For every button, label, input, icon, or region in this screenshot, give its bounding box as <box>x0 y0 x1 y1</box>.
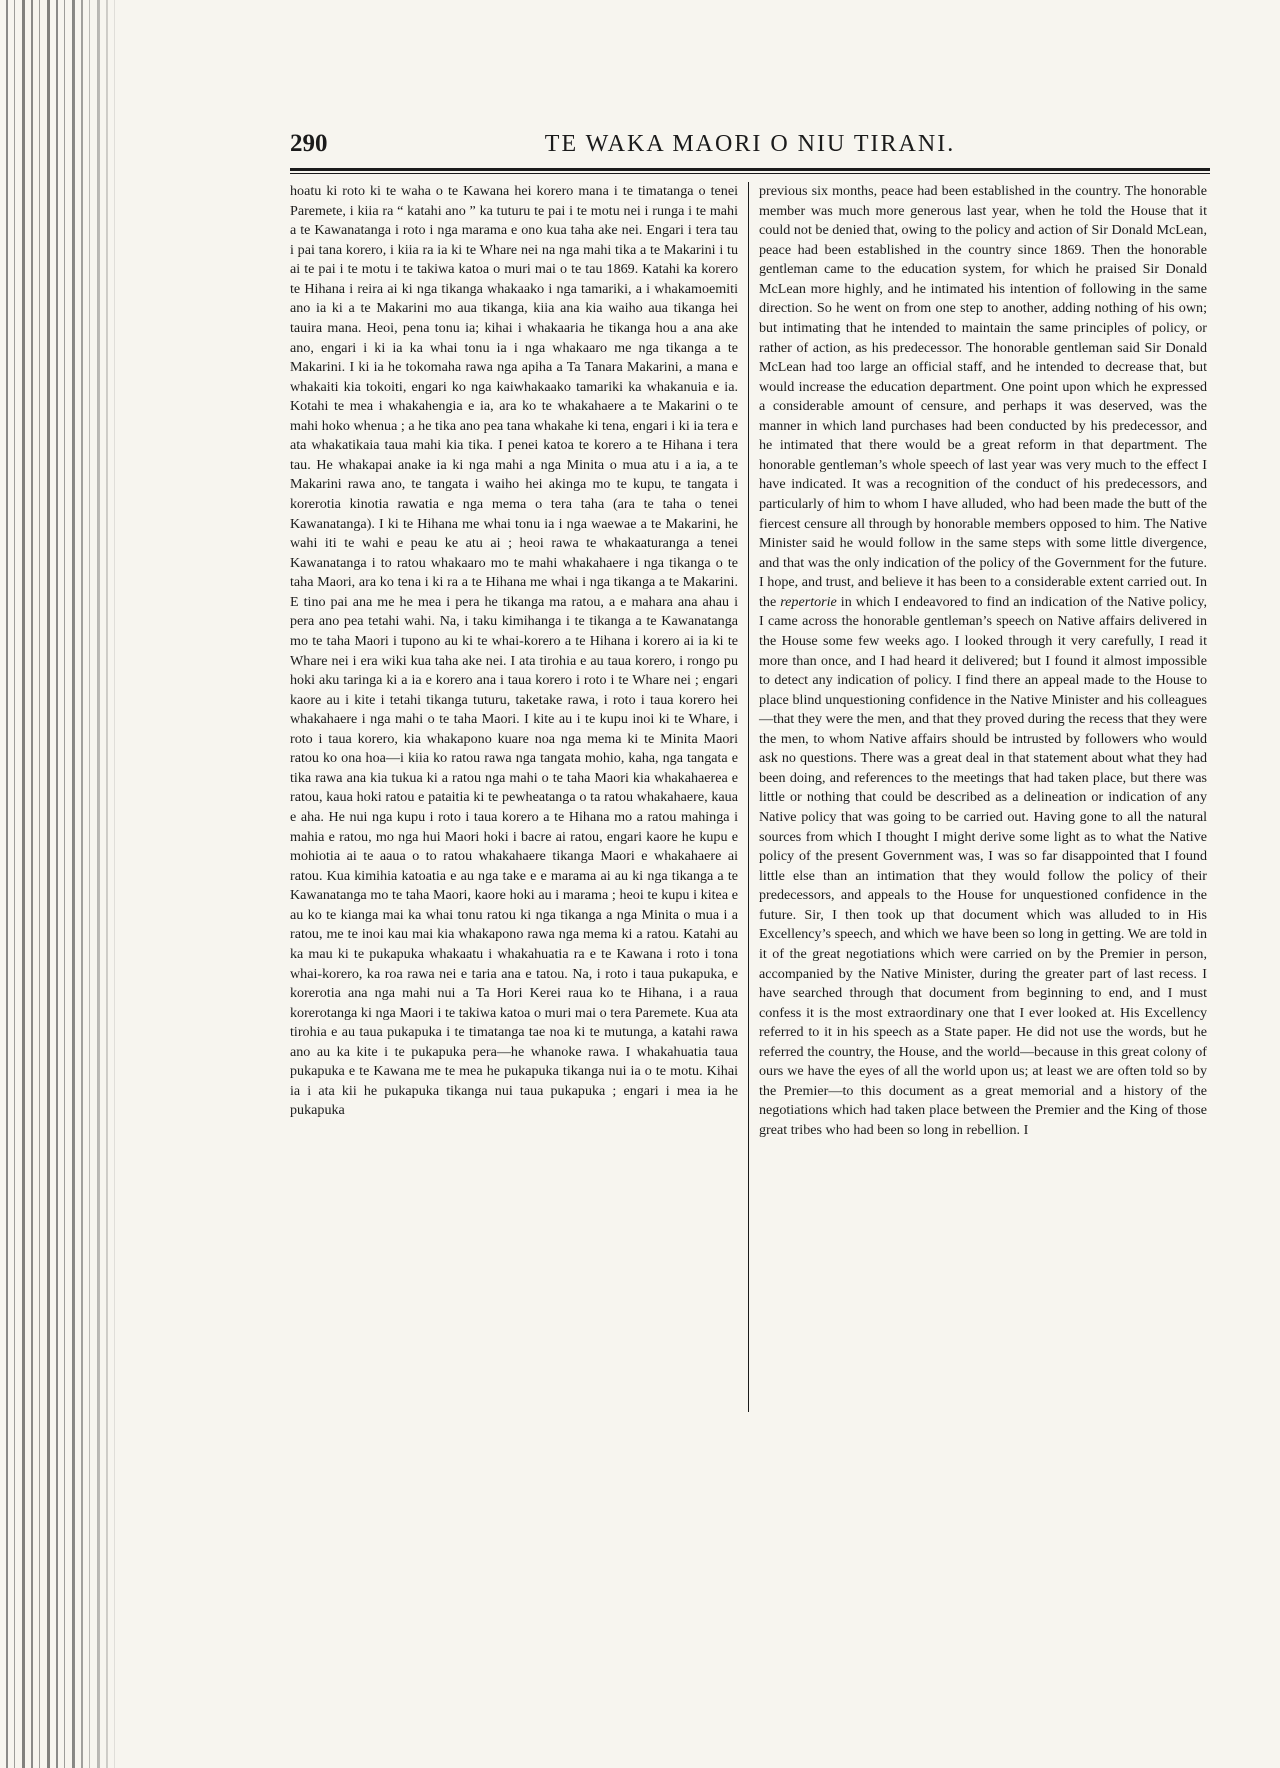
header-rule-thin <box>290 173 1210 174</box>
running-title: TE WAKA MAORI O NIU TIRANI. <box>544 131 956 157</box>
english-text <box>759 182 1207 1141</box>
text-columns <box>290 182 1210 1412</box>
page-number: 290 <box>290 130 328 157</box>
english-text-italic: repertorie <box>780 593 837 610</box>
english-text-part-b: in which I endeavored to find an indication of the Native policy, I came across the honorable gentleman’s speech on Native affairs delivered in the House some few weeks ago. I looked through it very carefully, I read it more than once, and I had heard it delivered; but I found it almost impossible to detect any indication of policy. I find there an appeal made to the House to place blind unquestioning confidence in the Native Minister and his colleagues—that they were the men, and that they proved during the recess that they were the men, to whom Native affairs should be intrusted by followers who would ask no questions. There was a great deal in that statement about what they had been doing, and references to the meetings that had taken place, but there was little or nothing that could be described as a delineation or indication of any Native policy that was going to be carried out. Having gone to all the natural sources from which I thought I might derive some light as to what the Native policy of the present Government was, I was so far disappointed that I found little else than an intimation that they would follow the policy of their predecessors, and appeals to the House for unquestioned confidence in the future. Sir, I then took up that document which was alluded to in His Excellency’s speech, and which we have been so long in getting. We are told in it of the great negotiations which were carried on by the Premier in person, accompanied by the Native Minister, during the greater part of last recess. I have searched through that document from beginning to end, and I must confess it is the most extraordinary one that I ever looked at. His Excellency referred to it in his speech as a State paper. He did not use the words, but he referred the country, the House, and the world—because in this great colony of ours we have the eyes of all the world upon us; at least we are often told so by the Premier—to this document as a great memorial and a history of the negotiations which had taken place between the Premier and the King of those great tribes who had been so long in rebellion. I <box>759 593 1207 1138</box>
maori-text: hoatu ki roto ki te waha o te Kawana hei korero mana i te timatanga o tenei Paremete, i kiia ra “ katahi ano ” ka tuturu te pai i te motu nei i runga i te mahi a te Kawanatanga i roto i nga marama e ono kua taha ake nei. Engari i tera tau i pai tana korero, i kiia ra ia ki te Whare nei na nga mahi tika a te Makarini i tu ai te pai i te motu i te takiwa katoa o muri mai o te tau 1869. Katahi ka korero te Hihana i reira ai ki nga tikanga whakaako i nga tamariki, a i whakamoemiti ano ia ki a te Makarini mo aua tikanga, kiia ana kia waiho aua tikanga hei tauira mana. Heoi, pena tonu ia; kihai i whakaaria he tikanga hou a ana ake ano, engari i ki ia ka whai tonu ia i nga whakaaro me nga tikanga a te Makarini. I ki ia he tokomaha rawa nga apiha a Ta Tanara Makarini, a mana e whakaiti kia tokoiti, engari ko nga kaiwhakaako tamariki ka whakanuia e ia. Kotahi te mea i whakahengia e ia, ara ko te whakahaere a te Makarini o te mahi hoko whenua ; a he tika ano pea tana whakahe ki tena, engari i ki ia tera e ata whakatikaia taua mahi kia tika. I penei katoa te korero a te Hihana i tera tau. He whakapai anake ia ki nga mahi a nga Minita o mua atu i a ia, a te Makarini rawa ano, te tangata i waiho hei akinga mo te kupu, te tangata i korerotia kinotia rawatia e nga mema o tera taha (ara te taha o tenei Kawanatanga). I ki te Hihana me whai tonu ia i nga waewae a te Makarini, he wahi iti te wahi e peau ke atu ai ; heoi rawa te whakaaturanga a tenei Kawanatanga i to ratou whakaaro mo te mahi whakahaere i nga tikanga o te taha Maori, ara ko tena i ki ra a te Hihana me whai i nga tikanga a te Makarini. E tino pai ana me he mea i pera he tikanga ma ratou, a e mahara ana ahau i pera ano pea tetahi wahi. Na, i taku kimihanga i te tikanga a te Kawanatanga mo te taha Maori i tupono au ki te whai-korero a te Hihana i korero ai ia ki te Whare nei i era wiki kua taha ake nei. I ata tirohia e au taua korero, i rongo pu hoki aku taringa ki a ia e korero ana i taua korero i roto i te Whare nei ; engari kaore au i kite i tetahi tikanga tuturu, taketake rawa, i roto i taua korero hei whakahaere i nga mahi o te taha Maori. I kite au i te kupu inoi ki te Whare, i roto i taua korero, kia whakapono kuare noa nga mema ki te Minita Maori ratou ko ona hoa—i kiia ko ratou rawa nga tangata mohio, kaha, nga tangata e tika rawa ana kia tukua ki a ratou nga mahi o te taha Maori kia whakahaerea e ratou, kaua hoki ratou e pataitia ki te pewheatanga o ta ratou whakahaere, kaua e aha. He nui nga kupu i roto i taua korero a te Hihana mo a ratou mahinga i mahia e ratou, mo nga hui Maori hoki i bacre ai ratou, engari kaore he kupu e mohiotia ai te aaua o to ratou whakahaere tikanga Maori e whakahaere ai ratou. Kua kimihia katoatia e au nga take e e marama ai au ki nga tikanga a te Kawanatanga mo te taha Maori, kaore hoki au i marama ; heoi te kupu i kitea e au ko te kianga mai ka whai tonu ratou ki nga tikanga a nga Minita o mua i a ratou, me te inoi kau mai kia whakapono rawa nga mema ki a ratou. Katahi au ka mau ki te pukapuka whakaatu i whakahuatia ra e te Kawana i roto i tona whai-korero, ka roa rawa nei e taria ana e tatou. Na, i roto i taua pukapuka, e korerotia ana nga mahi nui a Ta Hori Kerei raua ko te Hihana, i a raua korerotanga ki nga Maori i te takiwa katoa o muri mai o tera Paremete. Kua ata tirohia e au taua pukapuka i te timatanga tae noa ki te mutunga, a katahi rawa ano au ka kite i te pukapuka pera—he whanoke rawa. I whakahuatia taua pukapuka e te Kawana me te mea he pukapuka tikanga nui ia o te motu. Kihai ia i ata kii he pukapuka tikanga nui taua pukapuka ; engari i mea ia he pukapuka <box>290 183 738 1119</box>
maori-column <box>290 182 748 1412</box>
page <box>290 130 1210 1412</box>
binding-shadow <box>70 0 130 1768</box>
header-rule-thick <box>290 168 1210 171</box>
page-header <box>290 130 1210 164</box>
english-column <box>749 182 1207 1412</box>
english-text-part-a: previous six months, peace had been established in the country. The honorable member was much more generous last year, when he told the House that it could not be denied that, owing to the policy and action of Sir Donald McLean, peace had been established in the country since 1869. Then the honorable gentleman came to the education system, for which he praised Sir Donald McLean more highly, and he intimated his intention of following in the same direction. So he went on from one step to another, adding nothing of his own; but intimating that he intended to maintain the same principles of policy, or rather of action, as his predecessor. The honorable gentleman said Sir Donald McLean had too large an official staff, and he intended to decrease that, but would increase the education department. One point upon which he expressed a considerable amount of censure, and perhaps it was deserved, was the manner in which land purchases had been conducted by his predecessor, and he intimated that there would be a great reform in that department. The honorable gentleman’s whole speech of last year was very much to the effect I have indicated. It was a recognition of the conduct of his predecessors, and particularly of him to whom I have alluded, who had been made the butt of the fiercest censure all through by honorable members opposed to him. The Native Minister said he would follow in the same steps with some little divergence, and that was the only indication of the policy of the Government for the future. I hope, and trust, and believe it has been to a considerable extent carried out. In the <box>759 183 1207 610</box>
